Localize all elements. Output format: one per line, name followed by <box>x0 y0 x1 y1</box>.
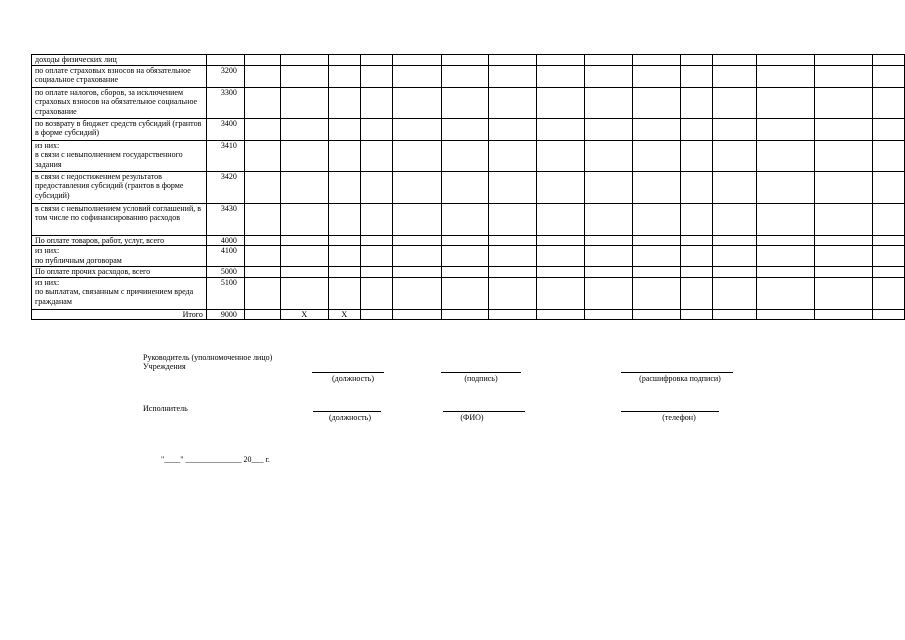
value-cell[interactable] <box>713 65 757 87</box>
signature-caption: (подпись) <box>464 374 498 383</box>
value-cell[interactable] <box>328 118 360 140</box>
value-cell[interactable] <box>633 277 681 309</box>
value-cell[interactable] <box>244 309 280 320</box>
value-cell[interactable] <box>328 246 360 267</box>
value-cell[interactable] <box>872 235 904 246</box>
value-cell[interactable] <box>441 65 489 87</box>
value-cell[interactable] <box>713 140 757 171</box>
value-cell[interactable] <box>280 55 328 66</box>
value-cell[interactable] <box>814 203 872 235</box>
row-code: 5100 <box>206 277 244 309</box>
value-cell[interactable] <box>585 309 633 320</box>
value-cell[interactable] <box>872 65 904 87</box>
value-cell[interactable] <box>360 277 392 309</box>
value-cell[interactable] <box>360 203 392 235</box>
value-cell[interactable] <box>392 87 441 118</box>
value-cell[interactable] <box>585 267 633 278</box>
executor-label: Исполнитель <box>143 404 188 413</box>
value-cell[interactable] <box>280 171 328 203</box>
total-label: Итого <box>32 309 207 320</box>
value-cell[interactable] <box>328 140 360 171</box>
value-cell[interactable] <box>392 65 441 87</box>
value-cell[interactable] <box>244 140 280 171</box>
value-cell[interactable] <box>814 277 872 309</box>
table-row <box>32 235 905 246</box>
value-cell[interactable] <box>585 140 633 171</box>
value-cell[interactable] <box>360 309 392 320</box>
table-row <box>32 65 905 87</box>
value-cell[interactable] <box>392 203 441 235</box>
value-cell[interactable] <box>244 203 280 235</box>
value-cell[interactable] <box>585 277 633 309</box>
row-name: по оплате страховых взносов на обязательное социальное страхование <box>32 65 207 87</box>
row-name: По оплате прочих расходов, всего <box>32 267 207 278</box>
value-cell[interactable] <box>681 235 713 246</box>
value-cell[interactable] <box>489 277 537 309</box>
value-cell[interactable] <box>633 171 681 203</box>
value-cell[interactable] <box>489 87 537 118</box>
value-cell[interactable] <box>537 203 585 235</box>
value-cell[interactable] <box>872 118 904 140</box>
value-cell[interactable] <box>713 171 757 203</box>
value-cell[interactable] <box>392 246 441 267</box>
value-cell[interactable] <box>392 277 441 309</box>
value-cell[interactable] <box>489 171 537 203</box>
value-cell[interactable] <box>633 118 681 140</box>
value-cell[interactable] <box>537 277 585 309</box>
row-name: по возврату в бюджет средств субсидий (грантов в форме субсидий) <box>32 118 207 140</box>
value-cell[interactable] <box>280 277 328 309</box>
value-cell[interactable] <box>392 171 441 203</box>
value-cell[interactable] <box>585 87 633 118</box>
value-cell[interactable] <box>814 118 872 140</box>
row-code: 4000 <box>206 235 244 246</box>
value-cell[interactable] <box>872 87 904 118</box>
row-name: из них: по выплатам, связанным с причинением вреда гражданам <box>32 277 207 309</box>
value-cell[interactable] <box>244 65 280 87</box>
value-cell[interactable] <box>360 267 392 278</box>
row-code: 3420 <box>206 171 244 203</box>
table-row <box>32 171 905 203</box>
fio-line[interactable] <box>443 411 525 412</box>
value-cell[interactable] <box>392 140 441 171</box>
value-cell[interactable] <box>713 235 757 246</box>
value-cell[interactable] <box>441 203 489 235</box>
value-cell[interactable] <box>392 267 441 278</box>
value-cell[interactable] <box>872 277 904 309</box>
table-row <box>32 246 905 267</box>
value-cell[interactable] <box>328 65 360 87</box>
value-cell[interactable] <box>537 309 585 320</box>
row-name: в связи с недостижением результатов предоставления субсидий (грантов в форме субсидий) <box>32 171 207 203</box>
row-code: 3300 <box>206 87 244 118</box>
position-line[interactable] <box>312 372 384 373</box>
value-cell[interactable] <box>280 203 328 235</box>
value-cell[interactable] <box>814 267 872 278</box>
value-cell[interactable] <box>757 65 815 87</box>
value-cell[interactable] <box>489 267 537 278</box>
value-cell[interactable] <box>441 140 489 171</box>
value-cell[interactable] <box>633 55 681 66</box>
value-cell[interactable] <box>489 65 537 87</box>
value-cell[interactable] <box>392 55 441 66</box>
value-cell[interactable] <box>328 267 360 278</box>
value-cell[interactable] <box>328 203 360 235</box>
value-cell[interactable] <box>360 87 392 118</box>
table-row <box>32 267 905 278</box>
report-table <box>31 54 905 320</box>
value-cell[interactable] <box>585 246 633 267</box>
value-cell[interactable] <box>328 55 360 66</box>
value-cell[interactable] <box>441 235 489 246</box>
value-cell[interactable] <box>328 235 360 246</box>
value-cell[interactable] <box>872 171 904 203</box>
value-cell[interactable] <box>681 65 713 87</box>
value-cell[interactable] <box>633 267 681 278</box>
row-name: из них: по публичным договорам <box>32 246 207 267</box>
value-cell[interactable] <box>757 140 815 171</box>
value-cell[interactable] <box>681 171 713 203</box>
row-code: 3430 <box>206 203 244 235</box>
row-code: 4100 <box>206 246 244 267</box>
decoding-line[interactable] <box>621 372 733 373</box>
value-cell[interactable] <box>585 203 633 235</box>
value-cell[interactable] <box>280 118 328 140</box>
value-cell[interactable] <box>633 246 681 267</box>
value-cell[interactable] <box>681 277 713 309</box>
value-cell[interactable] <box>360 246 392 267</box>
value-cell[interactable] <box>713 277 757 309</box>
value-cell[interactable] <box>244 267 280 278</box>
table-body <box>32 55 905 320</box>
value-cell[interactable] <box>757 203 815 235</box>
value-cell[interactable] <box>244 55 280 66</box>
value-cell[interactable] <box>757 87 815 118</box>
value-cell[interactable] <box>244 171 280 203</box>
value-cell[interactable] <box>633 87 681 118</box>
row-code: 3200 <box>206 65 244 87</box>
value-cell[interactable] <box>814 246 872 267</box>
total-x-mark: Х <box>328 309 360 320</box>
value-cell[interactable] <box>814 309 872 320</box>
value-cell[interactable] <box>681 267 713 278</box>
total-code: 9000 <box>206 309 244 320</box>
value-cell[interactable] <box>814 65 872 87</box>
value-cell[interactable] <box>814 171 872 203</box>
value-cell[interactable] <box>244 246 280 267</box>
value-cell[interactable] <box>441 171 489 203</box>
value-cell[interactable] <box>633 203 681 235</box>
value-cell[interactable] <box>489 246 537 267</box>
value-cell[interactable] <box>757 235 815 246</box>
value-cell[interactable] <box>585 55 633 66</box>
row-name: из них: в связи с невыполнением государственного задания <box>32 140 207 171</box>
value-cell[interactable] <box>757 171 815 203</box>
value-cell[interactable] <box>537 267 585 278</box>
table-row <box>32 118 905 140</box>
value-cell[interactable] <box>441 309 489 320</box>
value-cell[interactable] <box>633 65 681 87</box>
table-row <box>32 140 905 171</box>
executor-position-line[interactable] <box>313 411 381 412</box>
value-cell[interactable] <box>360 140 392 171</box>
value-cell[interactable] <box>757 246 815 267</box>
value-cell[interactable] <box>681 118 713 140</box>
total-row <box>32 309 905 320</box>
value-cell[interactable] <box>441 118 489 140</box>
value-cell[interactable] <box>757 55 815 66</box>
value-cell[interactable] <box>585 171 633 203</box>
value-cell[interactable] <box>537 65 585 87</box>
value-cell[interactable] <box>489 140 537 171</box>
value-cell[interactable] <box>681 55 713 66</box>
row-code <box>206 55 244 66</box>
position-caption: (должность) <box>332 374 374 383</box>
value-cell[interactable] <box>681 87 713 118</box>
date-line[interactable]: "____" ______________ 20___ г. <box>161 455 270 464</box>
value-cell[interactable] <box>585 118 633 140</box>
table-row <box>32 87 905 118</box>
row-name: по оплате налогов, сборов, за исключением страховых взносов на обязательное социальное страхование <box>32 87 207 118</box>
value-cell[interactable] <box>713 118 757 140</box>
value-cell[interactable] <box>489 203 537 235</box>
fio-caption: (ФИО) <box>460 413 484 422</box>
value-cell[interactable] <box>585 235 633 246</box>
row-name: доходы физических лиц <box>32 55 207 66</box>
value-cell[interactable] <box>280 235 328 246</box>
value-cell[interactable] <box>537 246 585 267</box>
table-row <box>32 203 905 235</box>
value-cell[interactable] <box>713 55 757 66</box>
value-cell[interactable] <box>244 235 280 246</box>
value-cell[interactable] <box>441 246 489 267</box>
value-cell[interactable] <box>713 246 757 267</box>
value-cell[interactable] <box>757 309 815 320</box>
row-code: 3400 <box>206 118 244 140</box>
value-cell[interactable] <box>814 140 872 171</box>
value-cell[interactable] <box>360 171 392 203</box>
value-cell[interactable] <box>441 277 489 309</box>
value-cell[interactable] <box>681 203 713 235</box>
head-label: Руководитель (уполномоченное лицо) <box>143 353 273 362</box>
value-cell[interactable] <box>537 235 585 246</box>
phone-line[interactable] <box>621 411 719 412</box>
value-cell[interactable] <box>633 309 681 320</box>
value-cell[interactable] <box>872 203 904 235</box>
value-cell[interactable] <box>280 267 328 278</box>
institution-label: Учреждения <box>143 362 186 371</box>
row-code: 5000 <box>206 267 244 278</box>
value-cell[interactable] <box>872 55 904 66</box>
value-cell[interactable] <box>280 140 328 171</box>
value-cell[interactable] <box>633 140 681 171</box>
value-cell[interactable] <box>585 65 633 87</box>
value-cell[interactable] <box>360 118 392 140</box>
value-cell[interactable] <box>713 309 757 320</box>
executor-position-caption: (должность) <box>329 413 371 422</box>
value-cell[interactable] <box>360 65 392 87</box>
value-cell[interactable] <box>244 277 280 309</box>
value-cell[interactable] <box>681 140 713 171</box>
value-cell[interactable] <box>328 171 360 203</box>
value-cell[interactable] <box>681 246 713 267</box>
value-cell[interactable] <box>713 267 757 278</box>
value-cell[interactable] <box>537 140 585 171</box>
value-cell[interactable] <box>814 87 872 118</box>
value-cell[interactable] <box>872 140 904 171</box>
value-cell[interactable] <box>757 277 815 309</box>
value-cell[interactable] <box>280 65 328 87</box>
value-cell[interactable] <box>537 87 585 118</box>
value-cell[interactable] <box>814 55 872 66</box>
table-row <box>32 277 905 309</box>
value-cell[interactable] <box>537 118 585 140</box>
value-cell[interactable] <box>489 309 537 320</box>
value-cell[interactable] <box>814 235 872 246</box>
value-cell[interactable] <box>328 87 360 118</box>
value-cell[interactable] <box>360 55 392 66</box>
value-cell[interactable] <box>244 87 280 118</box>
value-cell[interactable] <box>713 87 757 118</box>
value-cell[interactable] <box>633 235 681 246</box>
row-name: в связи с невыполнением условий соглашений, в том числе по софинансированию расходов <box>32 203 207 235</box>
value-cell[interactable] <box>872 267 904 278</box>
value-cell[interactable] <box>537 55 585 66</box>
value-cell[interactable] <box>280 246 328 267</box>
value-cell[interactable] <box>537 171 585 203</box>
row-name: По оплате товаров, работ, услуг, всего <box>32 235 207 246</box>
value-cell[interactable] <box>441 55 489 66</box>
value-cell[interactable] <box>392 235 441 246</box>
row-code: 3410 <box>206 140 244 171</box>
value-cell[interactable] <box>328 277 360 309</box>
value-cell[interactable] <box>244 118 280 140</box>
value-cell[interactable] <box>489 118 537 140</box>
value-cell[interactable] <box>441 87 489 118</box>
value-cell[interactable] <box>872 246 904 267</box>
value-cell[interactable] <box>392 118 441 140</box>
value-cell[interactable] <box>392 309 441 320</box>
value-cell[interactable] <box>872 309 904 320</box>
total-x-mark: Х <box>280 309 328 320</box>
table-row <box>32 55 905 66</box>
value-cell[interactable] <box>757 267 815 278</box>
value-cell[interactable] <box>280 87 328 118</box>
signature-line[interactable] <box>441 372 521 373</box>
value-cell[interactable] <box>360 235 392 246</box>
value-cell[interactable] <box>489 55 537 66</box>
decoding-caption: (расшифровка подписи) <box>639 374 721 383</box>
phone-caption: (телефон) <box>662 413 696 422</box>
value-cell[interactable] <box>681 309 713 320</box>
value-cell[interactable] <box>757 118 815 140</box>
value-cell[interactable] <box>713 203 757 235</box>
value-cell[interactable] <box>489 235 537 246</box>
value-cell[interactable] <box>441 267 489 278</box>
